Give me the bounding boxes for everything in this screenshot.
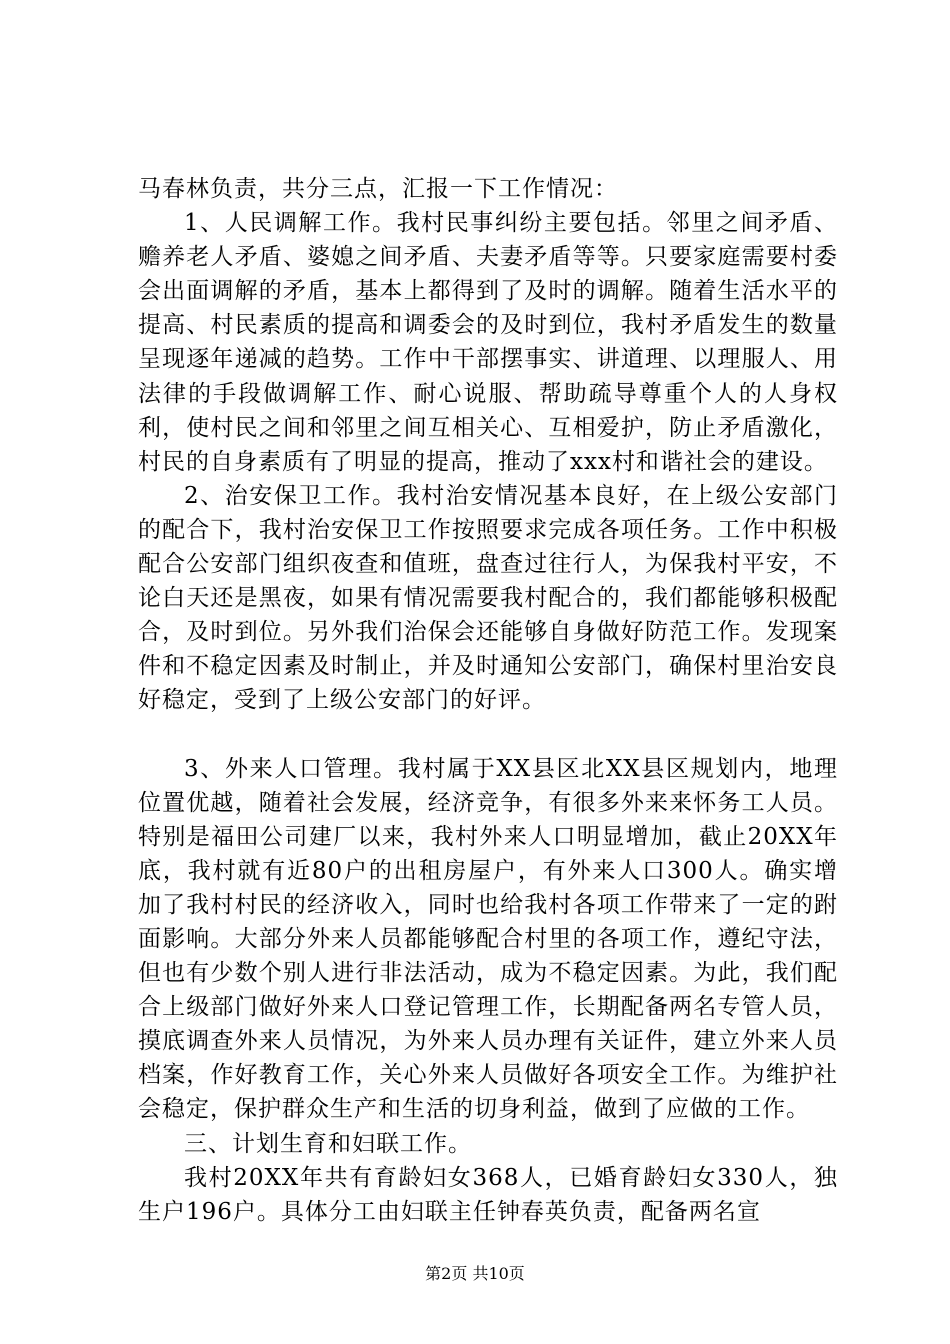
paragraph-intro: 马春林负责，共分三点，汇报一下工作情况： [138,176,618,202]
paragraph-spacer [138,718,838,752]
document-body [138,172,838,1229]
paragraph-mediation: 1、人民调解工作。我村民事纠纷主要包括。邻里之间矛盾、赡养老人矛盾、婆媳之间矛盾、夫妻矛盾等等。只要家庭需要村委会出面调解的矛盾，基本上都得到了及时的调解。随着生活水平的提高、村民素质的提高和调委会的及时到位，我村矛盾发生的数量呈现逐年递减的趋势。工作中干部摆事实、讲道理、以理服人、用法律的手段做调解工作、耐心说服、帮助疏导尊重个人的人身权利，使村民之间和邻里之间互相关心、互相爱护，防止矛盾激化，村民的自身素质有了明显的提高，推动了xxx村和谐社会的建设。 [138,210,838,475]
paragraph-security: 2、治安保卫工作。我村治安情况基本良好，在上级公安部门的配合下，我村治安保卫工作按照要求完成各项任务。工作中积极配合公安部门组织夜查和值班，盘查过往行人，为保我村平安，不论白天还是黑夜，如果有情况需要我村配合的，我们都能够积极配合，及时到位。另外我们治保会还能够自身做好防范工作。发现案件和不稳定因素及时制止，并及时通知公安部门，确保村里治安良好稳定，受到了上级公安部门的好评。 [138,482,838,714]
paragraph-family-planning: 我村20XX年共有育龄妇女368人，已婚育龄妇女330人，独生户196户。具体分工由妇联主任钟春英负责，配备两名宣 [138,1164,838,1225]
page-footer: 第2页 共10页 [425,1264,525,1283]
section-heading-family-planning: 三、计划生育和妇联工作。 [184,1130,472,1157]
paragraph-migrant-management: 3、外来人口管理。我村属于XX县区北XX县区规划内，地理位置优越，随着社会发展，经济竞争，有很多外来来怀务工人员。特别是福田公司建厂以来，我村外来人口明显增加，截止20XX年底，我村就有近80户的出租房屋户，有外来人口300人。确实增加了我村村民的经济收入，同时也给我村各项工作带来了一定的跗面影响。大部分外来人员都能够配合村里的各项工作，遵纪守法，但也有少数个别人进行非法活动，成为不稳定因素。为此，我们配合上级部门做好外来人口登记管理工作，长期配备两名专管人员，摸底调查外来人员情况，为外来人员办理有关证件，建立外来人员档案，作好教育工作，关心外来人员做好各项安全工作。为维护社会稳定，保护群众生产和生活的切身利益，做到了应做的工作。 [138,755,838,1123]
